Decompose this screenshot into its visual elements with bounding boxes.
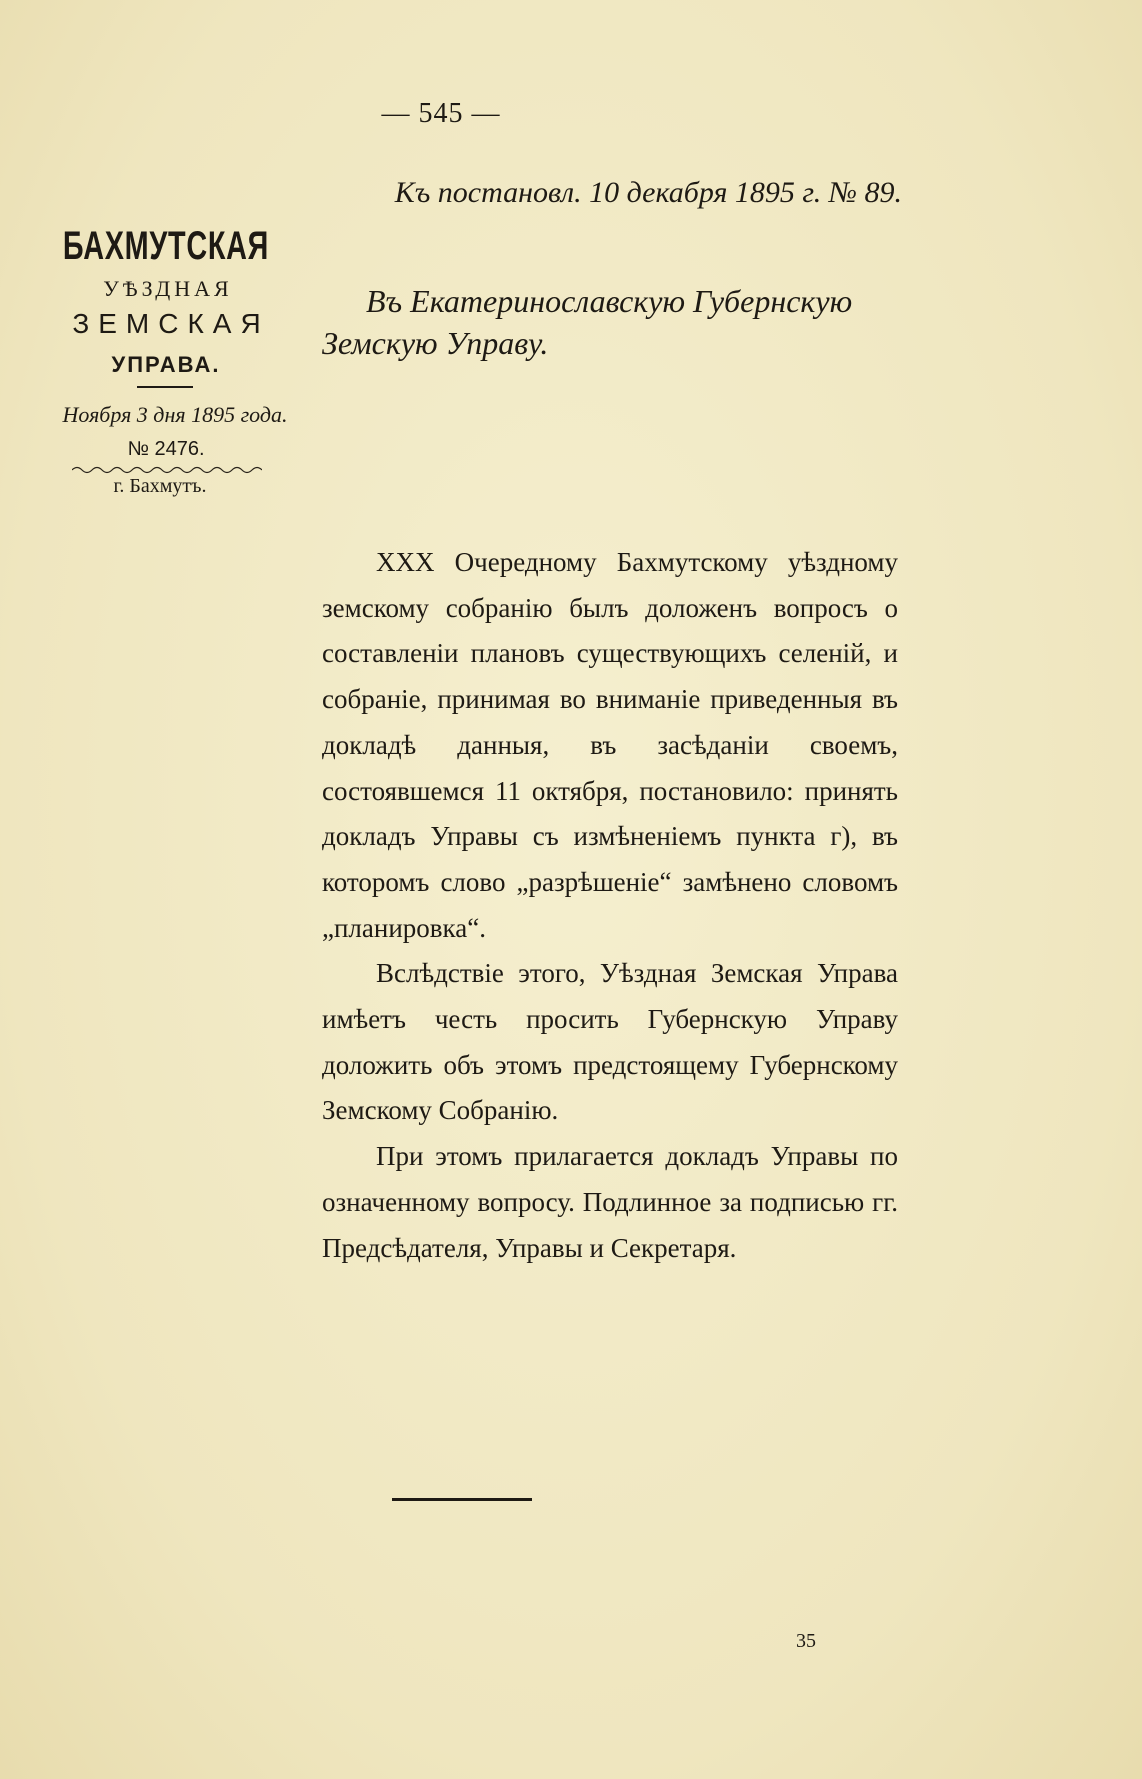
addressee-block xyxy=(322,280,922,364)
signature-mark: 35 xyxy=(796,1630,816,1652)
sender-org-line2: УѢЗДНАЯ xyxy=(103,276,233,301)
letter-body xyxy=(322,540,898,1271)
sender-block xyxy=(28,224,318,498)
body-paragraph-1: XXX Очередному Бахмутскому уѣздному земскому собранію былъ доложенъ вопросъ о составленіи плановъ существующихъ селеній, и собраніе, принимая во вниманіе приведенныя въ докладѣ данныя, въ засѣданіи своемъ, состоявшемся 11 октября, постановило: принять докладъ Управы съ измѣненіемъ пункта г), въ которомъ слово „разрѣшеніе“ замѣнено словомъ „планировка“. xyxy=(322,547,898,943)
sender-org-line4: УПРАВА. xyxy=(111,352,221,377)
sender-org-line1: БАХМУТСКАЯ xyxy=(62,224,270,268)
addressee-line2: Земскую Управу. xyxy=(322,325,549,361)
letter-place: г. Бахмутъ. xyxy=(113,475,207,497)
sender-divider xyxy=(137,386,193,388)
addressee-line1: Въ Екатеринославскую Губернскую xyxy=(366,283,853,319)
wavy-divider xyxy=(72,465,262,475)
letter-date: Ноября 3 дня 1895 года. xyxy=(62,402,288,427)
letter-number: № 2476. xyxy=(127,438,205,460)
body-paragraph-2: Вслѣдствіе этого, Уѣздная Земская Управа имѣетъ честь просить Губернскую Управу доложить объ этомъ предстоящему Губернскому Земскому Собранію. xyxy=(322,958,898,1126)
closing-rule xyxy=(392,1498,532,1501)
body-paragraph-3: При этомъ прилагается докладъ Управы по означенному вопросу. Подлинное за подписью гг. Предсѣдателя, Управы и Секретаря. xyxy=(322,1141,898,1263)
sender-org-line3: ЗЕМСКАЯ xyxy=(72,308,270,339)
decree-reference: Къ постановл. 10 декабря 1895 г. № 89. xyxy=(394,176,902,209)
page-number: — 545 — xyxy=(381,98,501,129)
